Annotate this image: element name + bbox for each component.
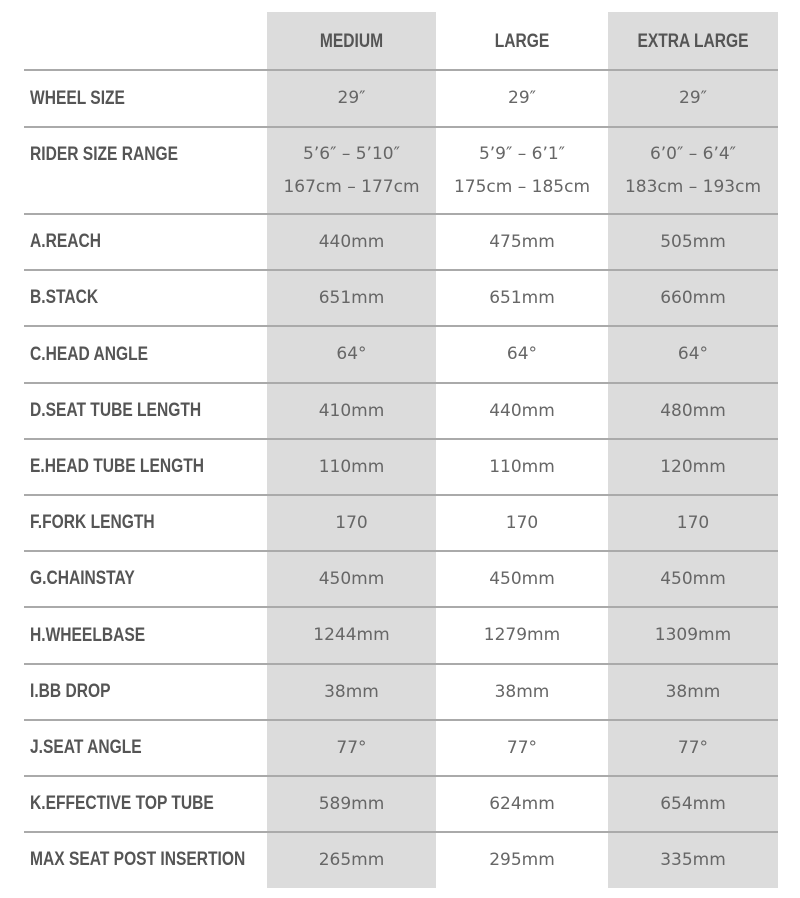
- cell-wheel-size-extra-large: [608, 70, 778, 127]
- cell-value: 38mm: [324, 681, 379, 702]
- cell-j-seat-angle-large: [436, 720, 608, 776]
- cell-value: 38mm: [494, 681, 550, 702]
- cell-j-seat-angle-extra-large: [608, 720, 778, 776]
- cell-max-seat-post-insertion-medium: [267, 832, 436, 888]
- row-label-max-seat-post-insertion: MAX SEAT POST INSERTION: [30, 849, 246, 870]
- cell-value: 64°: [336, 344, 367, 364]
- cell-max-seat-post-insertion-extra-large: [608, 832, 778, 888]
- cell-line: 183cm – 193cm: [624, 176, 762, 197]
- cell-h-wheelbase-large: [436, 607, 608, 664]
- cell-d-seat-tube-length-extra-large: [608, 383, 778, 439]
- cell-rider-size-range-extra-large: [608, 127, 778, 214]
- cell-value: 475mm: [489, 231, 555, 252]
- cell-value: 1279mm: [483, 625, 561, 645]
- cell-value: 170: [335, 512, 368, 533]
- cell-value: 295mm: [489, 849, 555, 870]
- cell-wheel-size-large: [436, 70, 608, 127]
- cell-value: 660mm: [660, 287, 726, 308]
- cell-line: 6’0″ – 6’4″: [649, 143, 737, 164]
- row-label-e-head-tube-length: E.HEAD TUBE LENGTH: [30, 456, 204, 477]
- cell-value: 1244mm: [313, 625, 390, 645]
- cell-g-chainstay-large: [436, 551, 608, 607]
- cell-d-seat-tube-length-large: [436, 383, 608, 439]
- row-label-rider-size-range: RIDER SIZE RANGE: [30, 144, 179, 165]
- cell-e-head-tube-length-large: [436, 439, 608, 495]
- cell-c-head-angle-large: [436, 326, 608, 383]
- cell-value: 651mm: [318, 287, 385, 308]
- cell-value: 29″: [679, 88, 707, 108]
- row-label-i-bb-drop: I.BB DROP: [30, 681, 111, 702]
- cell-value: 29″: [508, 88, 536, 108]
- cell-value: 170: [505, 512, 539, 533]
- cell-a-reach-medium: [267, 214, 436, 270]
- cell-value: 440mm: [318, 231, 385, 252]
- cell-rider-size-range-large: [436, 127, 608, 214]
- cell-value: 450mm: [489, 568, 555, 589]
- cell-value: 651mm: [489, 287, 555, 308]
- row-label-b-stack: B.STACK: [30, 287, 99, 308]
- cell-value: 410mm: [318, 400, 385, 421]
- cell-value: 64°: [677, 344, 709, 364]
- row-label-h-wheelbase: H.WHEELBASE: [30, 625, 146, 646]
- column-header-large: LARGE: [494, 31, 550, 52]
- cell-value: 64°: [506, 344, 538, 364]
- cell-line: 5’6″ – 5’10″: [303, 143, 400, 164]
- cell-f-fork-length-large: [436, 495, 608, 551]
- cell-value: 29″: [337, 88, 366, 108]
- cell-i-bb-drop-large: [436, 664, 608, 720]
- cell-value: 77°: [336, 737, 367, 758]
- cell-value: 1309mm: [654, 625, 732, 645]
- cell-max-seat-post-insertion-large: [436, 832, 608, 888]
- cell-value: 480mm: [660, 400, 726, 421]
- cell-g-chainstay-extra-large: [608, 551, 778, 607]
- cell-line: 175cm – 185cm: [453, 176, 591, 197]
- cell-value: 450mm: [318, 568, 385, 589]
- cell-f-fork-length-extra-large: [608, 495, 778, 551]
- row-label-d-seat-tube-length: D.SEAT TUBE LENGTH: [30, 400, 202, 421]
- row-label-k-effective-top-tube: K.EFFECTIVE TOP TUBE: [30, 793, 214, 814]
- cell-value: 120mm: [660, 456, 726, 477]
- column-header-medium: MEDIUM: [319, 31, 384, 52]
- cell-value: 440mm: [489, 400, 555, 421]
- cell-e-head-tube-length-medium: [267, 439, 436, 495]
- row-label-g-chainstay: G.CHAINSTAY: [30, 568, 135, 589]
- row-label-f-fork-length: F.FORK LENGTH: [30, 512, 155, 533]
- cell-value: 335mm: [660, 849, 726, 870]
- cell-value: 38mm: [665, 681, 721, 702]
- cell-rider-size-range-medium: [267, 127, 436, 214]
- cell-value: 110mm: [489, 456, 555, 477]
- cell-wheel-size-medium: [267, 70, 436, 127]
- cell-line: 167cm – 177cm: [283, 176, 420, 197]
- cell-a-reach-extra-large: [608, 214, 778, 270]
- cell-k-effective-top-tube-extra-large: [608, 776, 778, 832]
- row-label-wheel-size: WHEEL SIZE: [30, 88, 125, 109]
- cell-c-head-angle-medium: [267, 326, 436, 383]
- cell-j-seat-angle-medium: [267, 720, 436, 776]
- column-header-extra-large: EXTRA LARGE: [637, 31, 749, 52]
- cell-g-chainstay-medium: [267, 551, 436, 607]
- cell-value: 589mm: [318, 793, 385, 814]
- cell-value: 654mm: [660, 793, 726, 814]
- cell-value: 110mm: [318, 456, 385, 477]
- cell-value: 170: [676, 512, 710, 533]
- cell-d-seat-tube-length-medium: [267, 383, 436, 439]
- cell-f-fork-length-medium: [267, 495, 436, 551]
- cell-value: 450mm: [660, 568, 726, 589]
- cell-value: 77°: [506, 737, 538, 758]
- cell-value: 77°: [677, 737, 709, 758]
- cell-b-stack-medium: [267, 270, 436, 326]
- cell-a-reach-large: [436, 214, 608, 270]
- cell-value: 265mm: [318, 849, 385, 870]
- cell-h-wheelbase-medium: [267, 607, 436, 664]
- cell-k-effective-top-tube-medium: [267, 776, 436, 832]
- cell-value: 624mm: [489, 793, 555, 814]
- cell-line: 5’9″ – 6’1″: [478, 143, 566, 164]
- cell-c-head-angle-extra-large: [608, 326, 778, 383]
- cell-e-head-tube-length-extra-large: [608, 439, 778, 495]
- cell-b-stack-large: [436, 270, 608, 326]
- cell-i-bb-drop-medium: [267, 664, 436, 720]
- row-label-c-head-angle: C.HEAD ANGLE: [30, 344, 149, 365]
- cell-i-bb-drop-extra-large: [608, 664, 778, 720]
- cell-value: 505mm: [660, 231, 726, 252]
- row-label-a-reach: A.REACH: [30, 231, 101, 252]
- cell-k-effective-top-tube-large: [436, 776, 608, 832]
- row-label-j-seat-angle: J.SEAT ANGLE: [30, 737, 142, 758]
- cell-h-wheelbase-extra-large: [608, 607, 778, 664]
- cell-b-stack-extra-large: [608, 270, 778, 326]
